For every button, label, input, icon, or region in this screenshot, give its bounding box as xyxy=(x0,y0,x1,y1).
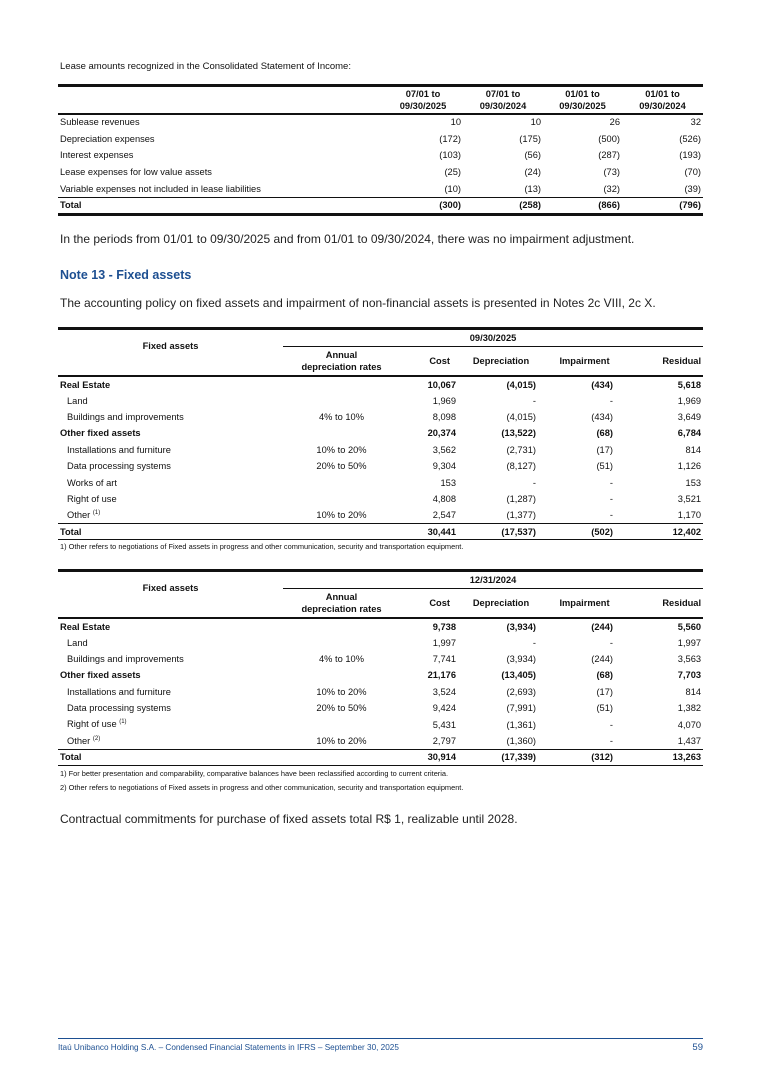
header-line: 01/01 to xyxy=(645,88,680,99)
footnote: 1) For better presentation and comparability, comparative balances have been reclassified according to current criteria. xyxy=(60,769,449,778)
residual-value: 814 xyxy=(685,686,702,697)
footnote: 1) Other refers to negotiations of Fixed assets in progress and other communication, security and transportation equipment. xyxy=(60,542,464,551)
footnote-ref: (2) xyxy=(92,735,101,742)
depreciation-value: - xyxy=(532,395,536,406)
footnote-ref: (1) xyxy=(119,719,127,726)
header-line: 07/01 to xyxy=(405,88,441,99)
row-label-text: Right of use xyxy=(67,493,117,504)
impairment-value: (244) xyxy=(591,653,613,664)
row-label: Interest expenses xyxy=(60,150,134,161)
table-row xyxy=(58,164,703,181)
footer-divider xyxy=(58,1038,703,1039)
cost-value: 3,562 xyxy=(432,444,456,455)
depreciation-rate xyxy=(283,425,400,441)
cost-value: 30,441 xyxy=(400,524,462,540)
impairment-value: - xyxy=(609,719,613,730)
cost-value: 9,738 xyxy=(432,621,456,632)
column-header: Depreciation xyxy=(462,589,540,619)
table-row xyxy=(58,458,703,474)
table-row xyxy=(58,181,703,198)
header-line: 07/01 to xyxy=(485,88,521,99)
impairment-value: (17) xyxy=(596,686,613,697)
row-label xyxy=(58,684,283,700)
header-row xyxy=(58,329,703,347)
cell-value: (73) xyxy=(603,167,620,178)
cell-value: (287) xyxy=(598,150,620,161)
header-line: 01/01 to xyxy=(565,88,600,99)
cost-value: 5,431 xyxy=(432,719,456,730)
impairment-value: (68) xyxy=(596,428,613,439)
depreciation-rate: 20% to 50% xyxy=(316,461,367,472)
cell-value: (24) xyxy=(524,167,541,178)
header-row xyxy=(58,571,703,589)
row-label-text: Total xyxy=(60,526,82,537)
residual-value: 6,784 xyxy=(677,428,702,439)
column-header: Cost xyxy=(400,589,462,619)
row-label xyxy=(58,667,283,683)
row-label xyxy=(58,376,283,392)
column-header: Impairment xyxy=(540,589,629,619)
depreciation-value: (4,015) xyxy=(506,411,536,422)
row-label-text: Other fixed assets xyxy=(60,670,141,681)
cost-value: 2,797 xyxy=(432,735,456,746)
residual-value: 153 xyxy=(685,477,702,488)
row-label-text: Other xyxy=(67,735,91,746)
cell-value: (258) xyxy=(463,197,543,214)
row-label-text: Installations and furniture xyxy=(67,686,171,697)
residual-value: 5,618 xyxy=(677,379,702,390)
cost-value: 30,914 xyxy=(400,749,462,765)
column-header: Depreciation xyxy=(462,347,540,377)
column-header: Cost xyxy=(400,347,462,377)
table-header xyxy=(58,571,703,619)
depreciation-value: (1,287) xyxy=(506,493,536,504)
row-label-text: Other xyxy=(67,510,91,521)
depreciation-rate xyxy=(283,634,400,650)
row-label xyxy=(58,716,283,732)
row-label: Lease expenses for low value assets xyxy=(60,167,212,178)
row-label-text: Data processing systems xyxy=(67,703,171,714)
impairment-value: (68) xyxy=(596,670,613,681)
row-label xyxy=(58,618,283,634)
cell-value: (39) xyxy=(684,183,701,194)
residual-value: 4,070 xyxy=(677,719,702,730)
residual-value: 1,126 xyxy=(677,461,702,472)
depreciation-rate: 10% to 20% xyxy=(316,735,367,746)
total-row xyxy=(58,524,703,540)
footnote: 2) Other refers to negotiations of Fixed assets in progress and other communication, security and transportation equipment. xyxy=(60,783,464,792)
depreciation-value: (2,731) xyxy=(506,444,536,455)
table-header xyxy=(58,329,703,377)
table-row xyxy=(58,442,703,458)
depreciation-rate xyxy=(283,749,400,765)
header-line: 09/30/2025 xyxy=(399,100,447,111)
depreciation-rate: 10% to 20% xyxy=(316,510,367,521)
row-label xyxy=(58,700,283,716)
table-row xyxy=(58,376,703,392)
column-header: Residual xyxy=(629,589,703,619)
table-row xyxy=(58,733,703,749)
depreciation-value: (17,537) xyxy=(462,524,540,540)
table-row xyxy=(58,700,703,716)
row-label-text: Data processing systems xyxy=(67,461,171,472)
header-line: 09/30/2025 xyxy=(559,100,606,111)
depreciation-value: (13,522) xyxy=(501,428,536,439)
residual-value: 3,521 xyxy=(677,493,702,504)
depreciation-rate xyxy=(283,474,400,490)
total-row xyxy=(58,197,703,214)
depreciation-value: (4,015) xyxy=(506,379,536,390)
note-title: Note 13 - Fixed assets xyxy=(60,268,192,282)
cost-value: 2,547 xyxy=(432,510,456,521)
cell-value: (70) xyxy=(684,167,701,178)
row-label-text: Total xyxy=(60,752,82,763)
depreciation-value: (7,991) xyxy=(506,703,536,714)
row-label xyxy=(58,458,283,474)
footnote-ref: (1) xyxy=(92,510,101,517)
residual-value: 3,649 xyxy=(677,411,702,422)
date-header: 09/30/2025 xyxy=(283,329,703,347)
row-label-text: Other fixed assets xyxy=(60,428,141,439)
cell-value: (56) xyxy=(524,150,541,161)
table-body xyxy=(58,618,703,766)
total-row xyxy=(58,749,703,765)
table-body xyxy=(58,376,703,540)
table-row xyxy=(58,634,703,650)
row-label-text: Installations and furniture xyxy=(67,444,171,455)
column-header: Impairment xyxy=(540,347,629,377)
impairment-value: - xyxy=(609,493,613,504)
cost-value: 9,424 xyxy=(432,703,456,714)
table-row xyxy=(58,667,703,683)
column-header xyxy=(463,86,543,114)
cell-value: (866) xyxy=(543,197,622,214)
cell-value: (172) xyxy=(439,133,461,144)
row-label-text: Land xyxy=(67,637,88,648)
column-header: Residual xyxy=(629,347,703,377)
impairment-value: - xyxy=(609,735,613,746)
table-row xyxy=(58,507,703,523)
cost-value: 153 xyxy=(440,477,456,488)
row-label xyxy=(58,749,283,765)
cell-value: (13) xyxy=(524,183,541,194)
policy-statement: The accounting policy on fixed assets and impairment of non-financial assets is presented in Notes 2c VIII, 2c X. xyxy=(60,296,656,310)
row-label-text: Buildings and improvements xyxy=(67,653,184,664)
fixed-assets-col-header: Fixed assets xyxy=(58,571,283,619)
table-row xyxy=(58,130,703,147)
residual-value: 1,170 xyxy=(677,510,702,521)
date-header: 12/31/2024 xyxy=(283,571,703,589)
cell-value: (25) xyxy=(444,167,461,178)
table-row xyxy=(58,684,703,700)
cost-value: 21,176 xyxy=(427,670,456,681)
header-line: 09/30/2024 xyxy=(639,100,686,111)
column-header: Annual depreciation rates xyxy=(283,347,400,377)
depreciation-value: (2,693) xyxy=(506,686,536,697)
impairment-value: - xyxy=(609,637,613,648)
cost-value: 3,524 xyxy=(432,686,456,697)
cell-value: (103) xyxy=(439,150,461,161)
impairment-value: - xyxy=(609,395,613,406)
row-label-text: Land xyxy=(67,395,88,406)
row-label xyxy=(58,524,283,540)
depreciation-value: (17,339) xyxy=(462,749,540,765)
row-label xyxy=(58,442,283,458)
table-row xyxy=(58,392,703,408)
row-label: Depreciation expenses xyxy=(60,133,155,144)
residual-value: 814 xyxy=(685,444,702,455)
impairment-value: (244) xyxy=(591,621,613,632)
table-row xyxy=(58,474,703,490)
cell-value: 32 xyxy=(690,117,701,128)
cell-value: (175) xyxy=(519,133,541,144)
row-label-text: Real Estate xyxy=(60,379,111,390)
depreciation-rate xyxy=(283,618,400,634)
row-label xyxy=(58,491,283,507)
depreciation-value: - xyxy=(532,637,536,648)
residual-value: 3,563 xyxy=(677,653,702,664)
depreciation-rate xyxy=(283,667,400,683)
residual-value: 1,437 xyxy=(677,735,702,746)
cost-value: 8,098 xyxy=(432,411,456,422)
cell-value: (193) xyxy=(679,150,701,161)
row-label-text: Right of use xyxy=(67,719,117,730)
cell-value: (32) xyxy=(603,183,620,194)
depreciation-rate xyxy=(283,524,400,540)
row-label xyxy=(58,507,283,523)
table-row xyxy=(58,147,703,164)
impairment-value: (51) xyxy=(596,461,613,472)
depreciation-rate xyxy=(283,491,400,507)
depreciation-rate xyxy=(283,392,400,408)
impairment-value: - xyxy=(609,510,613,521)
impairment-value: (312) xyxy=(540,749,629,765)
residual-value: 13,263 xyxy=(629,749,703,765)
footer-text: Itaú Unibanco Holding S.A. – Condensed Financial Statements in IFRS – September 30, 2025 xyxy=(58,1043,399,1052)
impairment-value: (17) xyxy=(596,444,613,455)
lease-income-table xyxy=(58,84,703,216)
depreciation-value: (1,361) xyxy=(506,719,536,730)
table-row xyxy=(58,409,703,425)
impairment-value: (51) xyxy=(596,703,613,714)
commitments-statement: Contractual commitments for purchase of fixed assets total R$ 1, realizable until 2028. xyxy=(60,812,518,826)
table-row xyxy=(58,114,703,131)
depreciation-value: (8,127) xyxy=(506,461,536,472)
table-row xyxy=(58,491,703,507)
row-label: Sublease revenues xyxy=(60,117,140,128)
cost-value: 20,374 xyxy=(427,428,456,439)
table-row xyxy=(58,618,703,634)
fixed-assets-table-2024 xyxy=(58,569,703,766)
page-number: 59 xyxy=(692,1042,703,1053)
residual-value: 5,560 xyxy=(677,621,702,632)
row-label xyxy=(58,425,283,441)
fixed-assets-col-header: Fixed assets xyxy=(58,329,283,377)
cell-value: (526) xyxy=(679,133,701,144)
depreciation-value: (1,360) xyxy=(506,735,536,746)
header-line: 09/30/2024 xyxy=(479,100,527,111)
table-row xyxy=(58,716,703,732)
row-label xyxy=(58,474,283,490)
cell-value: (500) xyxy=(598,133,620,144)
cost-value: 9,304 xyxy=(432,461,456,472)
row-label: Total xyxy=(58,197,383,214)
row-label xyxy=(58,733,283,749)
cost-value: 7,741 xyxy=(432,653,456,664)
table-row xyxy=(58,651,703,667)
lease-intro: Lease amounts recognized in the Consolidated Statement of Income: xyxy=(60,61,351,72)
cell-value: 26 xyxy=(609,117,620,128)
impairment-value: (434) xyxy=(591,379,613,390)
cost-value: 1,997 xyxy=(432,637,456,648)
residual-value: 1,382 xyxy=(677,703,702,714)
depreciation-value: (13,405) xyxy=(501,670,536,681)
row-label: Variable expenses not included in lease liabilities xyxy=(60,183,261,194)
depreciation-value: (3,934) xyxy=(506,621,536,632)
residual-value: 1,969 xyxy=(677,395,702,406)
table-row xyxy=(58,425,703,441)
column-header: Annual depreciation rates xyxy=(283,589,400,619)
impairment-value: (502) xyxy=(540,524,629,540)
depreciation-value: - xyxy=(532,477,536,488)
cell-value: 10 xyxy=(530,117,541,128)
cell-value: 10 xyxy=(450,117,461,128)
cell-value: (10) xyxy=(444,183,461,194)
row-label-text: Works of art xyxy=(67,477,117,488)
depreciation-rate: 10% to 20% xyxy=(316,444,367,455)
column-header xyxy=(622,86,703,114)
residual-value: 1,997 xyxy=(677,637,702,648)
impairment-statement: In the periods from 01/01 to 09/30/2025 and from 01/01 to 09/30/2024, there was no impairment adjustment. xyxy=(60,232,635,246)
cell-value: (300) xyxy=(383,197,463,214)
cost-value: 4,808 xyxy=(432,493,456,504)
depreciation-rate xyxy=(283,716,400,732)
row-label xyxy=(58,651,283,667)
depreciation-rate xyxy=(283,376,400,392)
fixed-assets-table-2025 xyxy=(58,327,703,540)
row-label-text: Real Estate xyxy=(60,621,111,632)
depreciation-rate: 4% to 10% xyxy=(319,411,364,422)
column-header xyxy=(543,86,622,114)
row-label xyxy=(58,634,283,650)
row-label xyxy=(58,392,283,408)
depreciation-rate: 20% to 50% xyxy=(316,703,367,714)
impairment-value: - xyxy=(609,477,613,488)
row-label-text: Buildings and improvements xyxy=(67,411,184,422)
residual-value: 7,703 xyxy=(677,670,702,681)
cell-value: (796) xyxy=(622,197,703,214)
cost-value: 1,969 xyxy=(432,395,456,406)
depreciation-value: (3,934) xyxy=(506,653,536,664)
depreciation-value: (1,377) xyxy=(506,510,536,521)
impairment-value: (434) xyxy=(591,411,613,422)
residual-value: 12,402 xyxy=(629,524,703,540)
cost-value: 10,067 xyxy=(427,379,456,390)
column-header xyxy=(383,86,463,114)
row-label xyxy=(58,409,283,425)
depreciation-rate: 10% to 20% xyxy=(316,686,367,697)
depreciation-rate: 4% to 10% xyxy=(319,653,364,664)
